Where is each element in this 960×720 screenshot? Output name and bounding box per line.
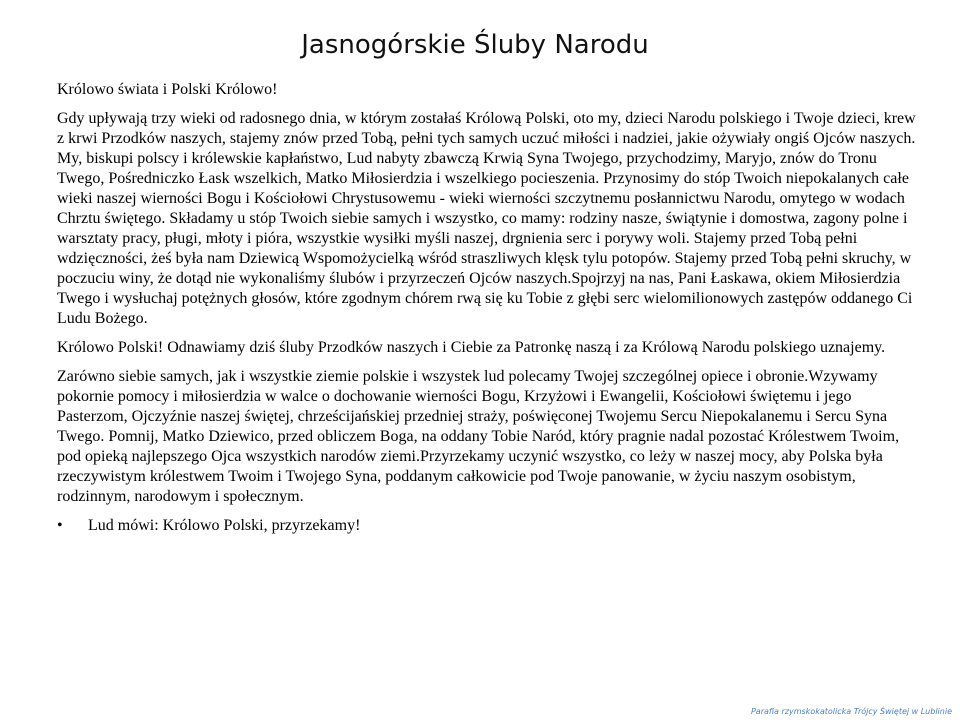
- vow-paragraph-1: Gdy upływają trzy wieki od radosnego dnia, w którym zostałaś Królową Polski, oto my, dzieci Narodu polskiego i Twoje dzieci, krew z krwi Przodków naszych, stajemy znów przed Tobą, pełni tych samych uczuć miłości i nadziei, jakie ożywiały ongiś Ojców naszych. My, biskupi polscy i królewskie kapłaństwo, Lud nabyty zbawczą Krwią Syna Twojego, przychodzimy, Maryjo, znów do Tronu Twego, Pośredniczko Łask wszelkich, Matko Miłosierdzia i wszelkiego pocieszenia. Przynosimy do stóp Twoich niepokalanych całe wieki naszej wierności Bogu i Kościołowi Chrystusowemu - wieki wierności szczytnemu posłannictwu Narodu, omytego w wodach Chrztu świętego. Składamy u stóp Twoich siebie samych i wszystko, co mamy: rodziny nasze, świątynie i domostwa, zagony polne i warsztaty pracy, pługi, młoty i pióra, wszystkie wysiłki myśli naszej, drgnienia serc i porywy woli. Stajemy przed Tobą pełni wdzięczności, żeś była nam Dziewicą Wspomożycielką wśród straszliwych klęsk tylu potopów. Stajemy przed Tobą pełni skruchy, w poczuciu winy, że dotąd nie wykonaliśmy ślubów i przyrzeczeń Ojców naszych.Spojrzyj na nas, Pani Łaskawa, okiem Miłosierdzia Twego i wysłuchaj potężnych głosów, które zgodnym chórem rwą się ku Tobie z głębi serc wielomilionowych zastępów oddanego Ci Ludu Bożego.: [57, 110, 916, 327]
- invocation-paragraph: Królowo świata i Polski Królowo!: [57, 81, 278, 98]
- footer-parish-name: Parafia rzymskokatolicka Trójcy Świętej w Lublinie: [750, 707, 952, 716]
- slide-title: Jasnogórskie Śluby Narodu: [301, 30, 649, 60]
- vow-paragraph-3: Zarówno siebie samych, jak i wszystkie ziemie polskie i wszystek lud polecamy Twojej szczególnej opiece i obronie.Wzywamy pokornie pomocy i miłosierdzia w walce o dochowanie wierności Bogu, Krzyżowi i Ewangelii, Kościołowi świętemu i jego Pasterzom, Ojczyźnie naszej świętej, chrześcijańskiej przedniej straży, poświęconej Twojemu Sercu Niepokalanemu i Sercu Syna Twego. Pomnij, Matko Dziewico, przed obliczem Boga, na oddany Tobie Naród, który pragnie nadal pozostać Królestwem Twoim, pod opieką najlepszego Ojca wszystkich narodów ziemi.Przyrzekamy uczynić wszystko, co leży w naszej mocy, aby Polska była rzeczywistym królestwem Twoim i Twojego Syna, poddanym całkowicie pod Twoje panowanie, w życiu naszym osobistym, rodzinnym, narodowym i społecznym.: [57, 368, 900, 505]
- response-bullet: [57, 516, 917, 536]
- response-text: Lud mówi: Królowo Polski, przyrzekamy!: [88, 517, 361, 534]
- slide-body: [57, 80, 917, 536]
- vow-paragraph-2: Królowo Polski! Odnawiamy dziś śluby Przodków naszych i Ciebie za Patronkę naszą i za Królową Narodu polskiego uznajemy.: [57, 339, 886, 356]
- bullet-marker: •: [57, 517, 63, 534]
